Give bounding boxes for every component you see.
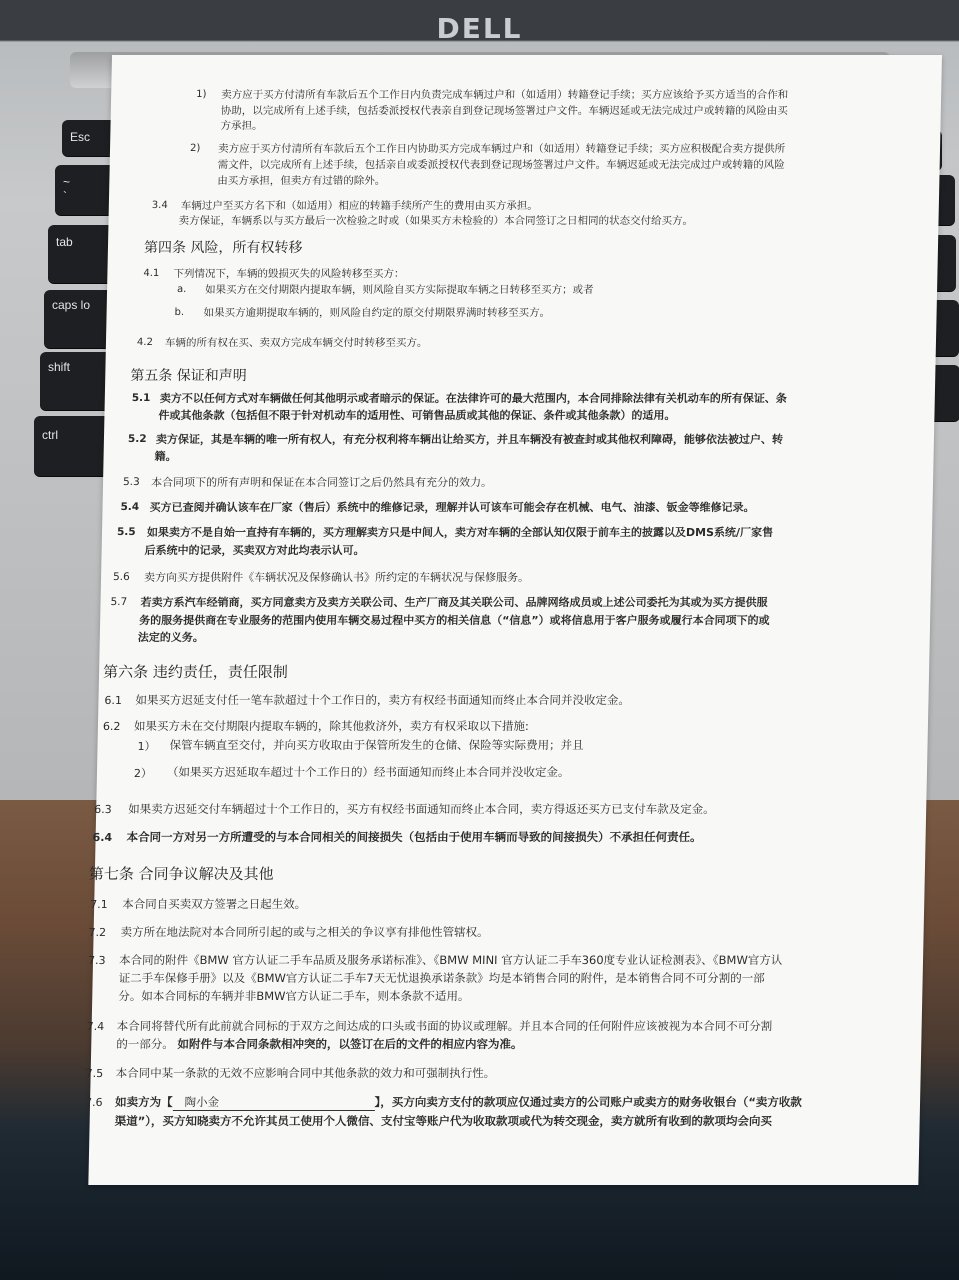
clause-text: 卖方所在地法院对本合同所引起的或与之相关的争议享有排他性管辖权。 <box>120 925 489 939</box>
clause-number: 5.7 <box>110 596 128 608</box>
clause-number: 6.2 <box>102 720 121 733</box>
clause-text: 证二手车保修手册》以及《BMW官方认证二手车7天无忧退换承诺条款》均是本销售合同的附件，是本销售合同不可分割的一部 <box>118 971 765 985</box>
clause-text: 本合同一方对另一方所遭受的与本合同相关的间接损失（包括由于使用车辆而导致的间接损失）不承担任何责任。 <box>126 830 702 844</box>
clause-number: 7.6 <box>84 1096 103 1109</box>
clause-number: 5.1 <box>131 392 151 404</box>
clause-text: （如果买方迟延取车超过十个工作日的）经书面通知而终止本合同并没收定金。 <box>166 765 570 779</box>
clause-text: 卖方不以任何方式对车辆做任何其他明示或者暗示的保证。在法律许可的最大范围内，本合同排除法律有关机动车的所有保证、条 <box>159 392 787 405</box>
clause-text <box>116 1036 522 1052</box>
clause-text: 买方已查阅并确认该车在厂家（售后）系统中的维修记录，理解并认可该车可能会存在机械、电气、油漆、钣金等维修记录。 <box>149 501 755 514</box>
key-shift[interactable]: shift <box>40 352 112 410</box>
clause-number: 6.4 <box>92 831 113 844</box>
contract-page <box>84 55 942 1185</box>
clause-text: 分。如本合同标的车辆并非BMW官方认证二手车，则本条款不适用。 <box>118 989 470 1003</box>
dell-logo: DELL <box>436 12 523 45</box>
clause-number: 7.1 <box>90 898 108 911</box>
clause-text: 保管车辆直至交付，并向买方收取由于保管所发生的仓储、保险等实际费用；并且 <box>169 738 584 752</box>
clause-number: 7.3 <box>87 954 106 967</box>
clause-number: 1） <box>137 740 156 753</box>
clause-text-part: 】，买方向卖方支付的款项应仅通过卖方的公司账户或卖方的财务收银台（“卖方收款 <box>374 1095 803 1109</box>
clause-text-bold: 如附件与本合同条款相冲突的，以签订在后的文件的相应内容为准。 <box>177 1037 523 1051</box>
clause-text: 下列情况下，车辆的毁损灭失的风险转移至买方： <box>173 268 405 280</box>
clause-number: 5.4 <box>120 501 140 513</box>
clause-number: 6.1 <box>104 694 123 707</box>
clause-text: 协助，以完成所有上述手续，包括委派授权代表亲自到登记现场签署过户文件。车辆迟延或无法完成过户或转籍的风险由买 <box>220 105 788 117</box>
clause-text: 本合同自买卖双方签署之日起生效。 <box>122 897 307 911</box>
key-tilde-top: ~ <box>63 175 71 189</box>
clause-text: 如果买方在交付期限内提取车辆，则风险自买方实际提取车辆之日转移至买方；或者 <box>204 284 594 296</box>
seller-name-field: 陶小金 <box>172 1094 374 1111</box>
clause-text: 车辆的所有权在买、卖双方完成车辆交付时转移至买方。 <box>164 337 428 349</box>
clause-text: 法定的义务。 <box>137 631 204 644</box>
section-heading: 第六条 违约责任，责任限制 <box>102 663 289 681</box>
clause-text: 卖方应于买方付清所有车款后五个工作日内负责完成车辆过户和（如适用）转籍登记手续；买方应该给予买方适当的合作和 <box>221 89 789 101</box>
clause-text: 卖方保证，车辆系以与买方最后一次检验之时或（如果买方未检验的）本合同签订之日相同的状态交付给买方。 <box>178 215 694 227</box>
section-heading: 第五条 保证和声明 <box>130 368 247 384</box>
clause-number: 2） <box>133 767 153 780</box>
key-ctrl[interactable]: ctrl <box>34 416 110 476</box>
clause-text: 渠道”），买方知晓卖方不允许其员工使用个人微信、支付宝等账户代为收取款项或代为转交现金，卖方就所有收到的款项均会向买 <box>114 1114 773 1128</box>
clause-text <box>115 1094 802 1111</box>
section-heading: 第七条 合同争议解决及其他 <box>88 865 274 883</box>
clause-text-part: 的一部分。 <box>116 1037 174 1051</box>
key-tab[interactable]: tab <box>48 225 118 283</box>
key-tilde-bottom: ` <box>63 189 67 203</box>
clause-number: 5.5 <box>116 526 136 538</box>
clause-text: 本合同的附件《BMW 官方认证二手车品质及服务承诺标准》、《BMW MINI 官方认证二手车360度专业认证检测表》、《BMW官方认 <box>118 953 783 967</box>
clause-number: 5.3 <box>122 476 140 488</box>
clause-text: 本合同将替代所有此前就合同标的于双方之间达成的口头或书面的协议或理解。并且本合同的任何附件应该被视为本合同不可分割 <box>116 1019 773 1033</box>
clause-text: 若卖方系汽车经销商，买方同意卖方及卖方关联公司、生产厂商及其关联公司、品牌网络成员或上述公司委托为其或为买方提供服 <box>140 596 768 609</box>
clause-number: b. <box>174 307 185 318</box>
clause-text: 本合同项下的所有声明和保证在本合同签订之后仍然具有充分的效力。 <box>150 476 493 489</box>
clause-text: 如果卖方不是自始一直持有车辆的，买方理解卖方只是中间人，卖方对车辆的全部认知仅限于前车主的披露以及DMS系统/厂家售 <box>146 526 774 539</box>
clause-text: 卖方向买方提供附件《车辆状况及保修确认书》所约定的车辆状况与保修服务。 <box>143 571 530 584</box>
clause-number: 4.1 <box>143 268 160 279</box>
clause-number: 6.3 <box>94 803 112 816</box>
clause-text: 务的服务提供商在专业服务的范围内使用车辆交易过程中买方的相关信息（“信息”）或将信息用于客户服务或履行本合同项下的或 <box>139 614 770 627</box>
clause-number: 3.4 <box>151 200 168 211</box>
clause-text: 如果买方逾期提取车辆的，则风险自约定的原交付期限界满时转移至买方。 <box>203 307 551 319</box>
clause-number: 7.2 <box>88 926 107 939</box>
key-caps-lock[interactable]: caps lo <box>44 290 114 348</box>
clause-text: 车辆过户至买方名下和（如适用）相应的转籍手续所产生的费用由买方承担。 <box>180 200 538 212</box>
seller-label: 如卖方为【 <box>114 1095 173 1109</box>
clause-number: a. <box>176 284 187 295</box>
clause-text: 需文件，以完成所有上述手续，包括亲自或委派授权代表到登记现场签署过户文件。车辆迟延或无法完成过户或转籍的风险 <box>217 159 785 171</box>
key-tilde[interactable] <box>55 165 117 215</box>
key-esc[interactable]: Esc <box>62 120 124 156</box>
clause-text: 卖方应于买方付清所有车款后五个工作日内协助买方完成车辆过户和（如适用）转籍登记手续；买方应积极配合卖方提供所 <box>217 143 786 155</box>
clause-text: 本合同中某一条款的无效不应影响合同中其他条款的效力和可强制执行性。 <box>115 1066 496 1080</box>
clause-number: 5.2 <box>127 433 147 445</box>
clause-text: 方承担。 <box>220 120 263 132</box>
clause-text: 后系统中的记录，买卖双方对此均表示认可。 <box>144 544 365 557</box>
section-heading: 第四条 风险，所有权转移 <box>143 240 303 256</box>
clause-number: 1) <box>196 89 207 100</box>
clause-text: 如果买方迟延支付任一笔车款超过十个工作日的，卖方有权经书面通知而终止本合同并没收定金。 <box>135 693 631 707</box>
clause-number: 7.5 <box>85 1067 104 1080</box>
clause-text: 卖方保证，其是车辆的唯一所有权人，有充分权利将车辆出让给买方，并且车辆没有被查封或其他权利障碍，能够依法被过户、转 <box>155 433 784 446</box>
clause-text: 如果卖方迟延交付车辆超过十个工作日的，买方有权经书面通知而终止本合同，卖方得返还买方已支付车款及定金。 <box>128 802 715 816</box>
clause-number: 4.2 <box>136 337 153 348</box>
clause-number: 7.4 <box>86 1020 105 1033</box>
clause-text: 籍。 <box>154 450 177 463</box>
clause-text: 由买方承担，但卖方有过错的除外。 <box>217 175 386 187</box>
clause-text: 件或其他条款（包括但不限于针对机动车的适用性、可销售品质或其他的保证、条件或其他条款）的适用。 <box>158 409 676 422</box>
clause-text: 如果买方未在交付期限内提取车辆的，除其他救济外，卖方有权采取以下措施: <box>133 719 529 733</box>
clause-number: 5.6 <box>112 571 130 583</box>
clause-number: 2) <box>189 143 201 154</box>
